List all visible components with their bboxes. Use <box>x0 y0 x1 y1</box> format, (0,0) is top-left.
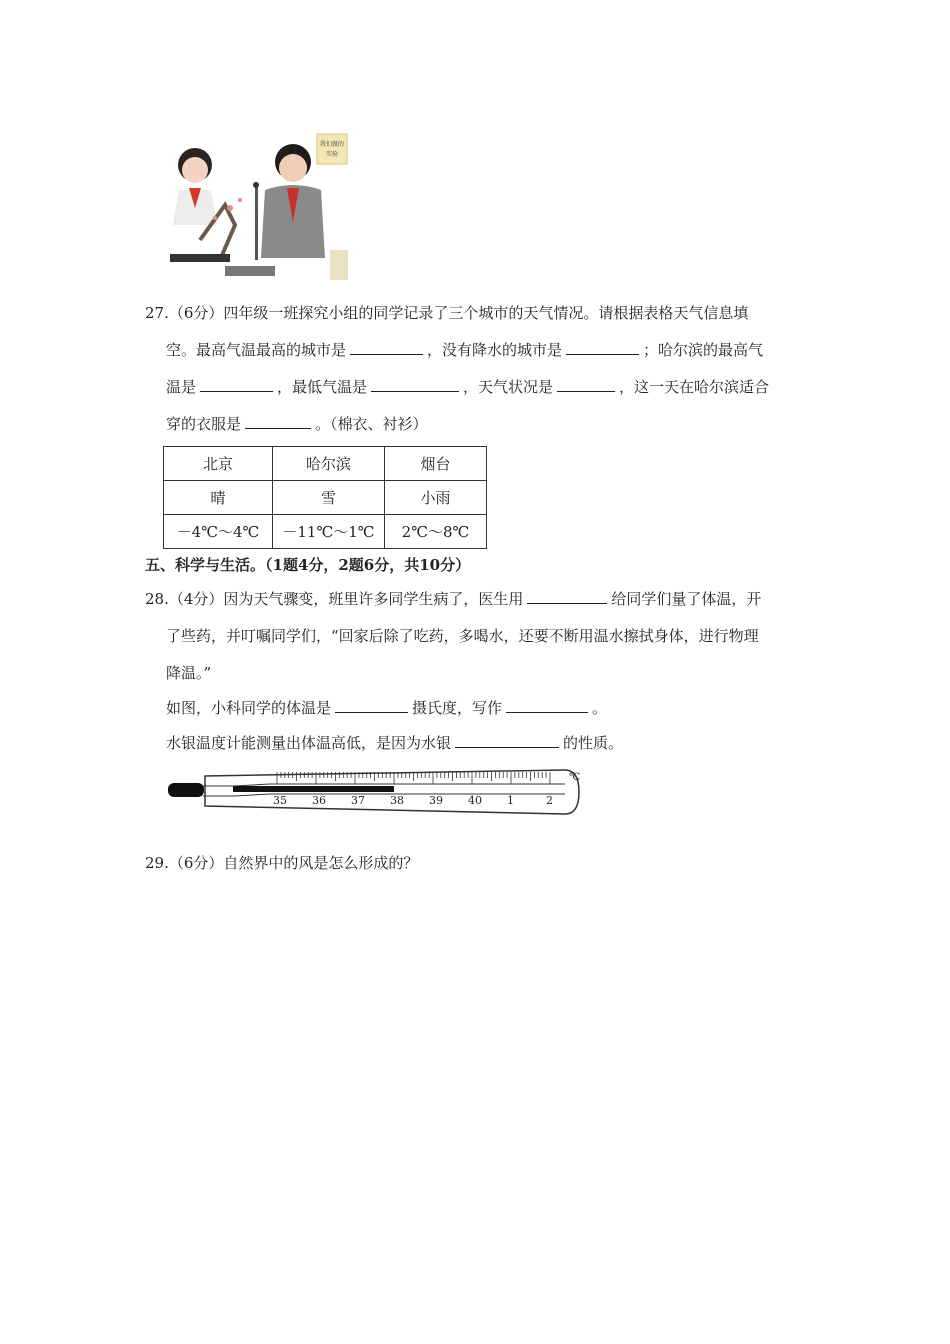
thermometer-label: 37 <box>351 794 365 807</box>
q28-text-4a: 如图，小科同学的体温是 <box>166 699 332 717</box>
city-beijing: 北京 <box>164 447 273 481</box>
thermometer-label: 2 <box>546 794 553 807</box>
q28-blank-instrument[interactable] <box>527 589 607 604</box>
thermometer-label: 40 <box>468 794 482 807</box>
q28-line1 <box>145 589 761 609</box>
q28-score: （4分） <box>168 590 224 608</box>
temp-yantai: 2℃～8℃ <box>385 515 487 549</box>
q27-text-4a: 穿的衣服是 <box>166 415 242 433</box>
q28-blank-written-as[interactable] <box>506 698 588 713</box>
q27-text-3c: ，天气状况是 <box>463 378 554 396</box>
q27-line4 <box>166 414 428 434</box>
temp-beijing: －4℃～4℃ <box>164 515 273 549</box>
q27-number: 27. <box>145 304 169 322</box>
q27-score: （6分） <box>168 304 224 322</box>
city-harbin: 哈尔滨 <box>273 447 385 481</box>
q27-text-1: 四年级一班探究小组的同学记录了三个城市的天气情况。请根据表格天气信息填 <box>223 304 749 322</box>
section5-title: 五、科学与生活。（1题4分，2题6分，共10分） <box>145 556 471 574</box>
mercury-column <box>233 786 394 792</box>
table-row <box>164 481 487 515</box>
q28-text-5b: 的性质。 <box>563 734 624 752</box>
q27-blank-harbin-high[interactable] <box>200 377 273 392</box>
sign-text-2: 实验 <box>325 151 339 158</box>
q27-text-2c: ；哈尔滨的最高气 <box>643 341 764 359</box>
table-row <box>164 447 487 481</box>
q27-text-3a: 温是 <box>166 378 197 396</box>
table-row <box>164 515 487 549</box>
q28-blank-temperature[interactable] <box>335 698 408 713</box>
q27-line2 <box>166 340 763 360</box>
q28-line2: 了些药，并叮嘱同学们，“回家后除了吃药，多喝水，还要不断用温水擦拭身体，进行物理 <box>166 627 759 645</box>
thermometer-unit: ℃ <box>569 772 581 783</box>
weather-table <box>163 446 487 549</box>
q27-text-2b: ，没有降水的城市是 <box>427 341 563 359</box>
q28-text-4b: 摄氏度，写作 <box>412 699 503 717</box>
q28-number: 28. <box>145 590 169 608</box>
q28-blank-property[interactable] <box>455 733 559 748</box>
weather-yantai: 小雨 <box>385 481 487 515</box>
sign-text-1: 我们做的 <box>319 141 345 148</box>
thermometer-label: 39 <box>429 794 443 807</box>
q29-line <box>145 853 418 873</box>
thermometer-label: 38 <box>390 794 404 807</box>
q28-text-1a: 因为天气骤变，班里许多同学生病了，医生用 <box>223 590 524 608</box>
temp-harbin: －11℃～1℃ <box>273 515 385 549</box>
q27-blank-highest-city[interactable] <box>350 340 423 355</box>
q28-line5 <box>166 733 623 753</box>
q27-blank-no-rain-city[interactable] <box>566 340 639 355</box>
experiment-illustration <box>165 130 350 285</box>
q29-text: 自然界中的风是怎么形成的？ <box>223 854 419 872</box>
q27-blank-harbin-low[interactable] <box>371 377 459 392</box>
q28-text-1b: 给同学们量了体温，开 <box>611 590 762 608</box>
q29-score: （6分） <box>168 854 224 872</box>
q29-number: 29. <box>145 854 169 872</box>
weather-harbin: 雪 <box>273 481 385 515</box>
q27-text-3b: ，最低气温是 <box>277 378 368 396</box>
thermometer-label: 35 <box>273 794 287 807</box>
weather-beijing: 晴 <box>164 481 273 515</box>
q27-line1 <box>145 303 748 323</box>
q27-text-2a: 空。最高气温最高的城市是 <box>166 341 347 359</box>
q28-text-5a: 水银温度计能测量出体温高低，是因为水银 <box>166 734 452 752</box>
q27-text-3d: ，这一天在哈尔滨适合 <box>619 378 770 396</box>
q27-line3 <box>166 377 769 397</box>
q27-text-4b: 。（棉衣、衬衫） <box>315 415 428 433</box>
thermometer-label: 1 <box>507 794 514 807</box>
q28-line3: 降温。” <box>166 664 212 682</box>
q28-line4 <box>166 698 607 718</box>
city-yantai: 烟台 <box>385 447 487 481</box>
q28-text-4c: 。 <box>592 699 608 717</box>
q27-blank-clothes[interactable] <box>245 414 311 429</box>
thermometer-figure <box>165 764 585 820</box>
thermometer-label: 36 <box>312 794 326 807</box>
q27-blank-harbin-weather[interactable] <box>557 377 615 392</box>
